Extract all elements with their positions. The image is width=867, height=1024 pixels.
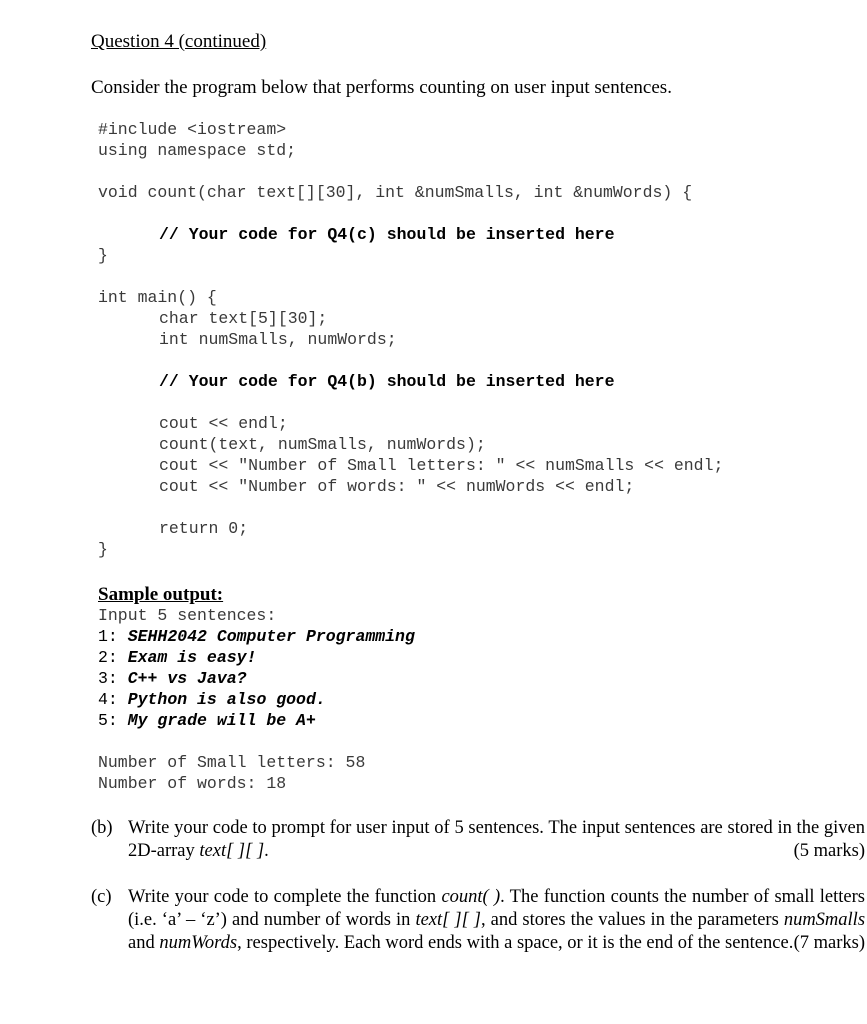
code-line: count(text, numSmalls, numWords);: [159, 435, 486, 454]
output-line: [98, 710, 415, 731]
line-number: 2:: [98, 648, 118, 667]
code-listing: [98, 119, 723, 560]
code-comment: // Your code for Q4(b) should be inserted here: [159, 372, 615, 391]
output-line: [98, 626, 415, 647]
intro-text: Consider the program below that performs counting on user input sentences.: [91, 77, 672, 98]
user-input: My grade will be A+: [127, 711, 316, 730]
question-heading: Question 4 (continued): [91, 31, 267, 52]
user-input: Exam is easy!: [127, 648, 257, 667]
sample-output: [98, 605, 415, 794]
marks: (5 marks): [793, 841, 865, 861]
text-segment: and: [128, 933, 160, 953]
code-comment: // Your code for Q4(c) should be inserted here: [159, 225, 615, 244]
line-number: 5:: [98, 711, 118, 730]
array-name: text[ ][ ]: [415, 910, 482, 930]
code-line: using namespace std;: [98, 141, 297, 160]
user-input: SEHH2042 Computer Programming: [127, 627, 415, 646]
line-number: 3:: [98, 669, 118, 688]
code-line: return 0;: [159, 519, 249, 538]
question-label: (c): [91, 887, 112, 907]
marks: (7 marks): [793, 933, 865, 953]
question-c: [91, 886, 865, 955]
code-line: int main() {: [98, 288, 217, 307]
code-line: #include <iostream>: [98, 120, 287, 139]
output-line: Number of words: 18: [98, 774, 287, 793]
param-name: numWords: [159, 933, 238, 953]
code-line: cout << "Number of words: " << numWords << endl;: [159, 477, 635, 496]
text-segment: .: [264, 841, 269, 861]
code-line: char text[5][30];: [159, 309, 328, 328]
code-line: cout << endl;: [159, 414, 288, 433]
text-segment: . The function counts the number of small letters (i.e. ‘a’ – ‘z’) and number of words in: [128, 887, 865, 930]
text-segment: , respectively. Each word ends with a space, or it is the end of the sentence.: [237, 933, 794, 953]
function-name: count( ): [441, 887, 501, 907]
output-line: [98, 668, 415, 689]
code-blank: [98, 392, 723, 413]
output-line: Number of Small letters: 58: [98, 753, 366, 772]
code-blank: [98, 203, 723, 224]
code-line: }: [98, 246, 108, 265]
text-segment: , and stores the values in the parameters: [481, 910, 784, 930]
sample-output-title: Sample output:: [98, 584, 224, 605]
text-segment: Write your code to prompt for user input of 5 sentences. The input sentences are stored in the given 2D-array: [128, 818, 865, 861]
line-number: 1:: [98, 627, 118, 646]
code-blank: [98, 497, 723, 518]
output-blank: [98, 731, 415, 752]
question-text: [128, 886, 865, 955]
text-segment: Write your code to complete the function: [128, 887, 442, 907]
code-blank: [98, 266, 723, 287]
code-line: int numSmalls, numWords;: [159, 330, 397, 349]
line-number: 4:: [98, 690, 118, 709]
output-line: [98, 689, 415, 710]
code-line: void count(char text[][30], int &numSmalls, int &numWords) {: [98, 183, 693, 202]
question-label: (b): [91, 818, 113, 838]
question-b: [91, 817, 865, 863]
user-input: C++ vs Java?: [127, 669, 247, 688]
array-name: text[ ][ ]: [199, 841, 265, 861]
code-blank: [98, 350, 723, 371]
question-text: [128, 817, 865, 863]
code-line: }: [98, 540, 108, 559]
user-input: Python is also good.: [127, 690, 326, 709]
param-name: numSmalls: [783, 910, 866, 930]
output-line: Input 5 sentences:: [98, 606, 277, 625]
code-line: cout << "Number of Small letters: " << numSmalls << endl;: [159, 456, 724, 475]
output-line: [98, 647, 415, 668]
code-blank: [98, 161, 723, 182]
